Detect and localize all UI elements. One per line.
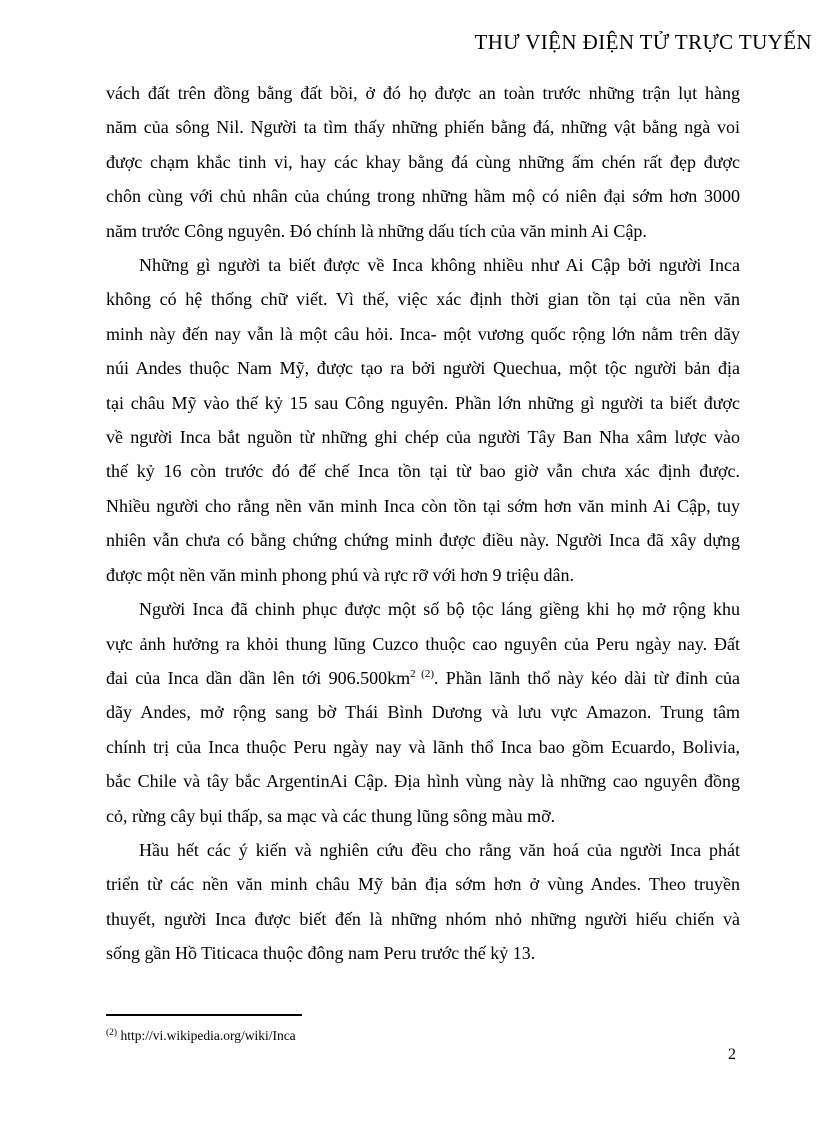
text-line: thế kỷ 16 còn trước đó đế chế Inca tồn tại từ bao giờ vẫn chưa xác định được. bbox=[106, 461, 740, 482]
text-line: vách đất trên đồng bằng đất bồi, ở đó họ được an toàn trước những trận lụt hàng bbox=[106, 83, 740, 103]
text-line: được một nền văn minh phong phú và rực rỡ với hơn 9 triệu dân. bbox=[106, 564, 574, 585]
text-line: Nhiều người cho rằng nền văn minh Inca còn tồn tại sớm hơn văn minh Ai Cập, tuy bbox=[106, 495, 740, 516]
text-line: dãy Andes, mở rộng sang bờ Thái Bình Dương và lưu vực Amazon. Trung tâm bbox=[106, 702, 740, 723]
text-line: Người Inca đã chinh phục được một số bộ tộc láng giềng khi họ mở rộng khu bbox=[139, 599, 740, 620]
page-number: 2 bbox=[728, 1046, 736, 1063]
text-line: Hầu hết các ý kiến và nghiên cứu đều cho rằng văn hoá của người Inca phát bbox=[139, 839, 740, 860]
text-line: bắc Chile và tây bắc ArgentinAi Cập. Địa hình vùng này là những cao nguyên đồng bbox=[106, 771, 740, 792]
text-line: về người Inca bắt nguồn từ những ghi chép của người Tây Ban Nha xâm lược vào bbox=[106, 427, 740, 448]
text-line: thuyết, người Inca được biết đến là những nhóm nhỏ những người hiếu chiến và bbox=[106, 908, 740, 929]
text-line: chôn cùng với chủ nhân của chúng trong những hầm mộ có niên đại sớm hơn 3000 bbox=[106, 186, 740, 207]
footnote-separator bbox=[106, 1014, 302, 1016]
text-line: năm trước Công nguyên. Đó chính là những dấu tích của văn minh Ai Cập. bbox=[106, 220, 647, 241]
text-line: sống gần Hồ Titicaca thuộc đông nam Peru trước thế kỷ 13. bbox=[106, 943, 536, 964]
footnote bbox=[106, 1024, 296, 1045]
text-line: triển từ các nền văn minh châu Mỹ bản địa sớm hơn ở vùng Andes. Theo truyền bbox=[106, 874, 740, 895]
text-line: Những gì người ta biết được về Inca không nhiều như Ai Cập bởi người Inca bbox=[139, 255, 740, 276]
footnote-link[interactable]: http://vi.wikipedia.org/wiki/Inca bbox=[120, 1028, 296, 1043]
text-line: chính trị của Inca thuộc Peru ngày nay và lãnh thổ Inca bao gồm Ecuardo, Bolivia, bbox=[106, 736, 740, 757]
text-line: minh này đến nay vẫn là một câu hỏi. Inca- một vương quốc rộng lớn nằm trên dãy bbox=[106, 323, 740, 344]
text-line: đai của Inca dần dần lên tới $906.500km^{2 (2)}$. Phần lãnh thổ này kéo dài từ đỉnh của bbox=[106, 667, 740, 688]
text-line: năm của sông Nil. Người ta tìm thấy những phiến bằng đá, những vật bằng ngà voi bbox=[106, 117, 740, 138]
page-header: THƯ VIỆN ĐIỆN TỬ TRỰC TUYẾN bbox=[474, 30, 812, 54]
footnote-marker: (2) bbox=[106, 1028, 118, 1038]
text-line: không có hệ thống chữ viết. Vì thế, việc xác định thời gian tồn tại của nền văn bbox=[106, 289, 740, 310]
body-text bbox=[106, 76, 740, 971]
text-line: được chạm khắc tinh vi, hay các khay bằng đá cùng những ấm chén rất đẹp được bbox=[106, 151, 740, 172]
text-line: núi Andes thuộc Nam Mỹ, được tạo ra bởi người Quechua, một tộc người bản địa bbox=[106, 358, 740, 379]
text-line: vực ảnh hưởng ra khỏi thung lũng Cuzco thuộc cao nguyên của Peru ngày nay. Đất bbox=[106, 633, 740, 654]
text-line: cỏ, rừng cây bụi thấp, sa mạc và các thung lũng sông màu mỡ. bbox=[106, 805, 556, 826]
text-line: nhiên vẫn chưa có bằng chứng chứng minh được điều này. Người Inca đã xây dựng bbox=[106, 530, 740, 551]
text-line: tại châu Mỹ vào thế kỷ 15 sau Công nguyên. Phần lớn những gì người ta biết được bbox=[106, 392, 740, 413]
